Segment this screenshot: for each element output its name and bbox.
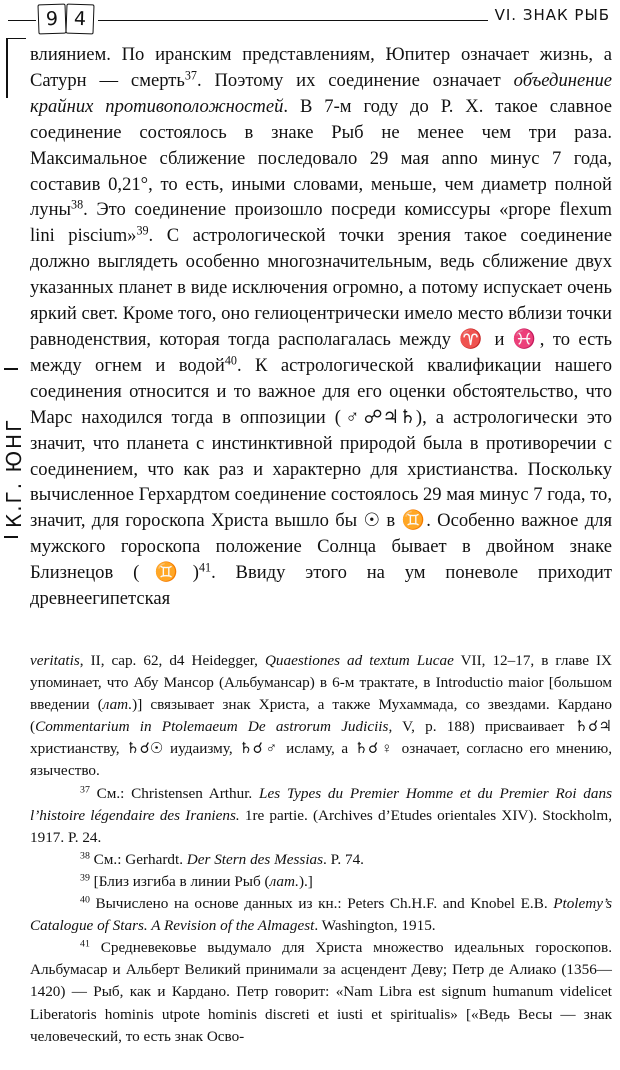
footnote-ref: 39 [136,223,149,238]
text-run: Средневековье выдумало для Христа множество идеальных гороскопов. Альбумасар и Альберт Великий принимали за асцендент Деву; Петр де Алиако (1356—1420) — Рыб, как и Кардано. Петр говорит: «Nam Libra est signum humanum videlicet Liberatoris hominis utpote hominis discreti et iusti et spiritualis» [«Ведь Весы — знак человеческий, то есть знак Осво- [30,939,612,1045]
italic-run: лат. [102,696,133,714]
footnote-continuation [30,650,612,783]
text-run: См.: Christensen Arthur. [89,784,259,802]
footnote-37 [30,783,612,849]
header-rule-left [8,20,36,21]
text-run: . К астрологической квалификации нашего соединения относится и то важное для его оценки обстоятельство, что Марс находился тогда в оппозиции (♂☍♃♄), а астрологически это значит, что планета с инстинктивной природой была в противоречии с соединением, что как раз и характерно для христианства. Поскольку вычисленное Герхардтом соединение состоялось 29 мая минус 7 года, то, значит, для гороскопа Христа вышло бы ☉ в ♊. Особенно важное для мужского гороскопа положение Солнца бывает в двойном знаке Близнецов (♊) [30,354,612,584]
italic-run: объединение крайних противоположностей [30,69,613,117]
footnote-ref: 41 [80,938,90,950]
footnote-ref: 39 [80,872,90,884]
footnote-ref: 40 [80,894,90,906]
text-run: 1re partie. (Archives d’Etudes orientales XIV). Stockholm, 1917. P. 24. [30,806,612,846]
side-bracket-top [4,368,18,370]
running-head: VI. ЗНАК РЫБ [494,6,610,24]
text-run: . Ввиду этого на ум поневоле приходит древнеегипетская [30,562,613,610]
footnote-ref: 41 [198,560,212,575]
side-author: К.Г. ЮНГ [2,417,26,528]
text-run: . Washington, 1915. [314,917,436,935]
side-bracket-bottom [4,536,18,538]
italic-run: Commentarium in Ptolemaeum De astrorum Judiciis [35,718,389,736]
corner-mark-top [6,38,26,39]
footnote-ref: 40 [224,353,237,368]
italic-run: Der Stern des Messias [186,850,324,868]
text-run: . Поэтому их соединение означает [196,69,514,91]
text-run: , V, p. 188) присваивает ♄☌♃ христианству, ♄☌☉ иудаизму, ♄☌♂ исламу, а ♄☌♀ означает, согласно его мнению, язычество. [30,718,612,780]
header-rule-right [98,20,488,21]
main-paragraph [30,42,612,612]
footnote-38 [30,849,612,871]
footnote-ref: 37 [184,68,197,83]
italic-run: Ptolemy’s Catalogue of Stars. A Revision of the Almagest [30,895,612,935]
corner-mark-vertical [6,38,8,98]
text-run: )] связывает знак Христа, а также Мухаммада, со звездами. Кардано ( [30,696,612,736]
footnote-39 [30,871,612,893]
footnote-ref: 37 [80,784,90,796]
text-run: Вычислено на основе данных из кн.: Peters Ch.H.F. and Knobel E.B. [89,895,554,913]
text-run: . В 7-м году до Р. Х. такое славное соединение состоялось в знаке Рыб не менее чем три раза. Максимальное сближение последовало 29 мая anno минус 7 года, составив 0,21°, то есть, иными словами, меньше, чем диаметр полной луны [30,95,612,221]
footnote-40 [30,893,612,937]
text-run: , II, cap. 62, d4 Heidegger, [79,652,265,669]
footnote-ref: 38 [71,197,84,212]
page-number-digit-2: 4 [65,4,94,35]
page-header [0,0,620,40]
text-run: . С астрологической точки зрения такое соединение должно выглядеть особенно многозначительным, ведь сближение двух указанных планет в виде исключения огромно, а потому испускает очень яркий свет. Кроме того, оно гелиоцентрически имело место вблизи точки равноденствия, которая тогда располагалась между ♈ и ♓, то есть между огнем и водой [30,225,612,376]
page-number-digit-1: 9 [37,4,66,35]
footnote-ref: 38 [80,850,90,862]
italic-run: Quaestiones ad textum Lucae [264,652,454,669]
italic-run: лат. [269,872,299,890]
text-run: ).] [298,872,313,890]
text-run: VII, 12–17, в главе IX упоминает, что Абу Мансор (Альбумансар) в 6-м трактате, в Introductio maior [большом введении ( [30,652,613,714]
main-text [30,42,612,612]
text-run: См.: Gerhardt. [89,850,187,868]
italic-run: Les Types du Premier Homme et du Premier Roi dans l’histoire légendaire des Iraniens. [30,784,613,824]
italic-run: veritatis [30,652,80,669]
footnote-41 [30,937,612,1047]
footnotes [30,650,612,1048]
text-run: . Это соединение произошло посреди комиссуры «prope flexum lini piscium» [30,199,612,247]
text-run: . P. 74. [323,850,364,868]
text-run: [Близ изгиба в линии Рыб ( [89,872,270,890]
text-run: влиянием. По иранским представлениям, Юпитер означает жизнь, а Сатурн — смерть [30,44,612,91]
